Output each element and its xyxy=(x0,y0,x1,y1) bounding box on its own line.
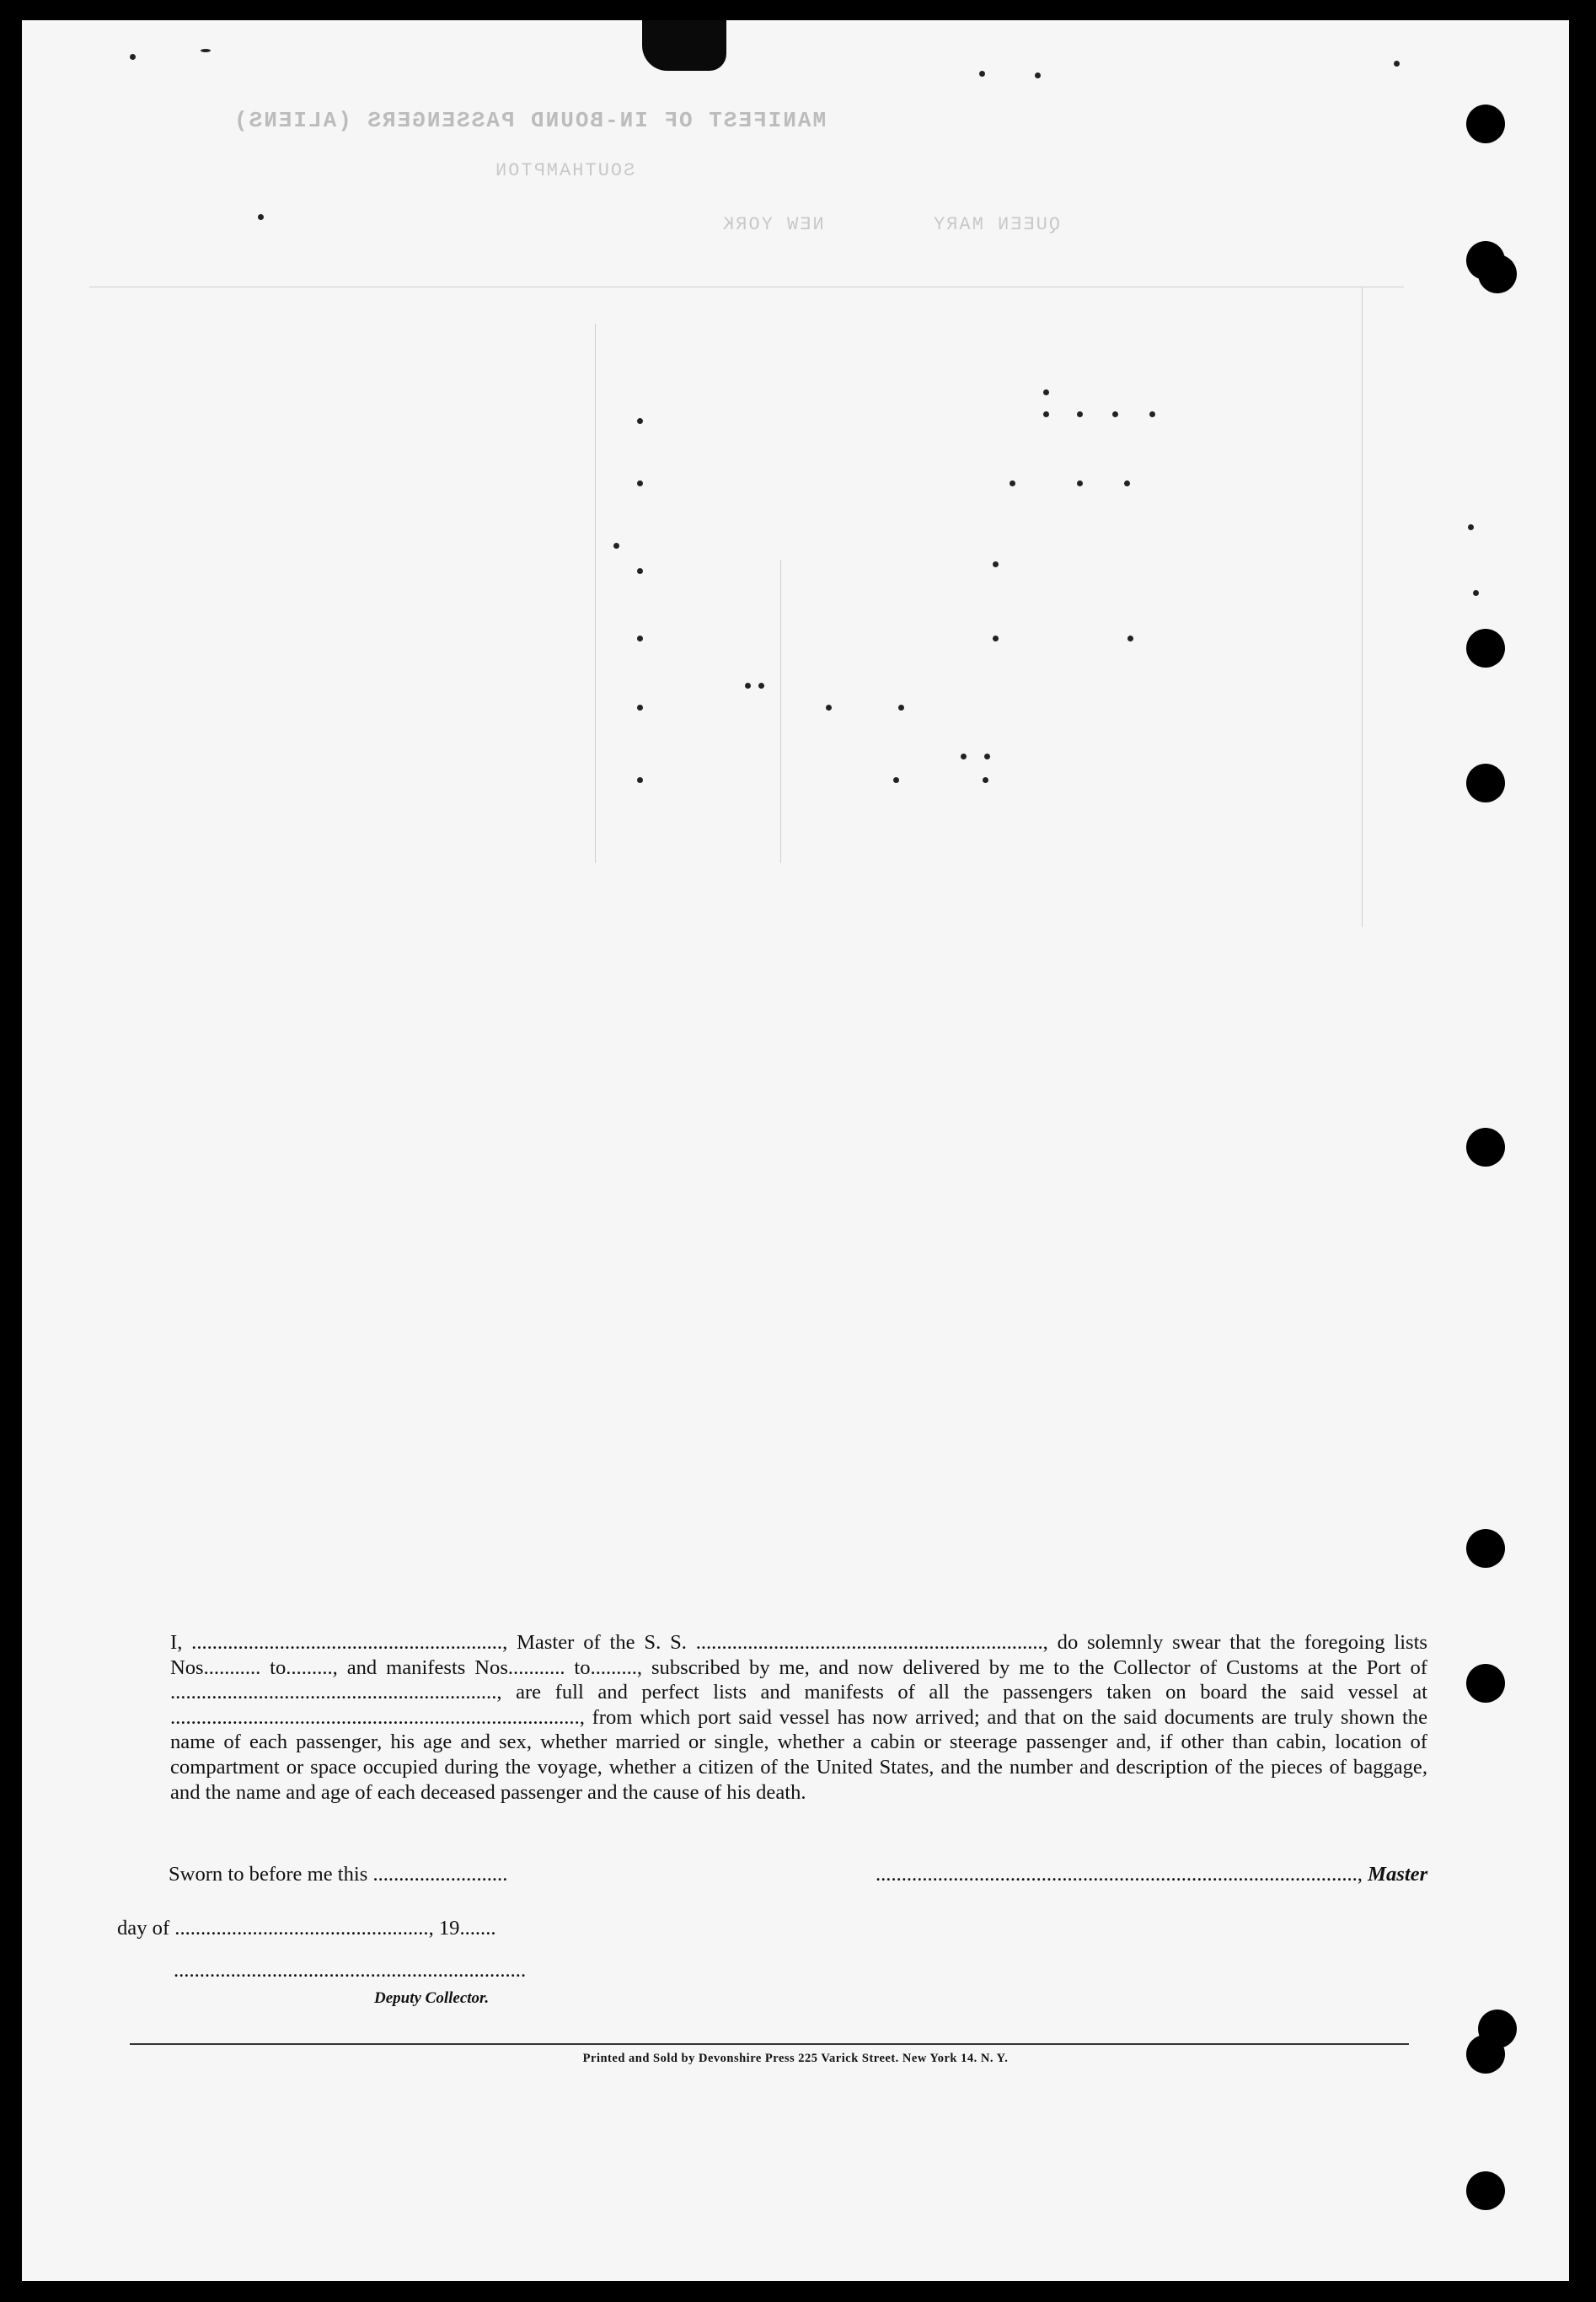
deputy-signature-line: .................................................................... xyxy=(174,1959,527,1982)
oath-text: I, ............................................................, Master of the S. S. ..................................................................., do solemnly swear that the foregoing lists Nos........... to........., and manifests Nos........... to........., subscribed by me, and now delivered by me to the Collector of Customs at the Port of ..............................................................., are full and perfect lists and manifests of all the passengers taken on board the said vessel at ..............................................................................., from which port said vessel has now arrived; and that on the said documents are truly shown the name of each passenger, his age and sex, whether married or single, whether a cabin or steerage passenger and, if other than cabin, location of compartment or space occupied during the voyage, whether a citizen of the United States, and the number and description of the pieces of baggage, and the name and age of each deceased passenger and the cause of his death. xyxy=(170,1631,1427,1804)
bleed-through-ship: QUEEN MARY xyxy=(932,214,1061,235)
master-label: Master xyxy=(1368,1863,1428,1886)
footer-rule xyxy=(130,2043,1409,2045)
oath-statement xyxy=(170,1630,1427,1805)
manifest-page xyxy=(22,20,1569,2281)
printer-imprint: Printed and Sold by Devonshire Press 225 Varick Street. New York 14. N. Y. xyxy=(582,2052,1009,2065)
sworn-line: Sworn to before me this .......................... xyxy=(169,1863,508,1886)
bleed-through-heading: MANIFEST OF IN-BOUND PASSENGERS (ALIENS) xyxy=(233,108,827,133)
bleed-through-from: SOUTHAMPTON xyxy=(494,160,635,181)
deputy-collector-label: Deputy Collector. xyxy=(374,1989,490,2007)
day-line: day of ................................................., 19....... xyxy=(117,1917,496,1940)
bleed-through-port: NEW YORK xyxy=(721,214,824,235)
master-signature-line: ............................................................................................., Master xyxy=(876,1863,1428,1886)
